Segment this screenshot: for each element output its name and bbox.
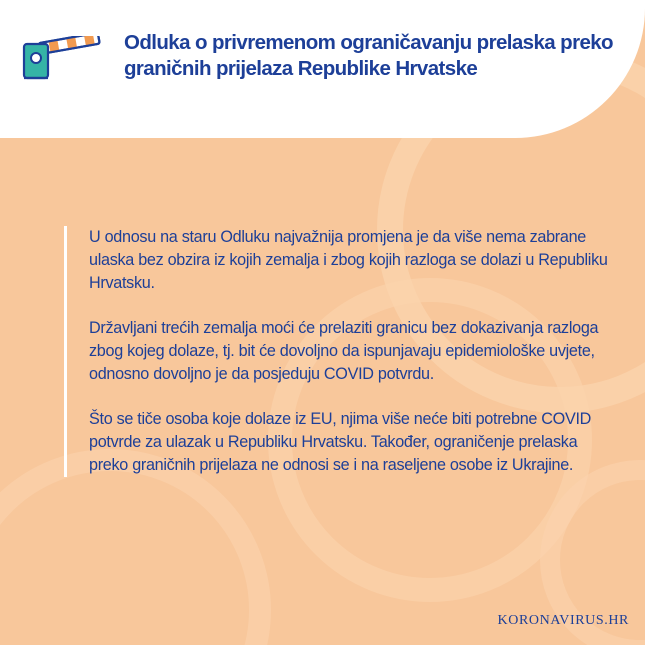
paragraph: Državljani trećih zemalja moći će prelaziti granicu bez dokazivanja razloga zbog kojeg dolaze, tj. bit će dovoljno da ispunjavaju epidemiološke uvjete, odnosno dovoljno je da posjeduju COVID potvrdu. <box>89 319 599 383</box>
page-title: Odluka o privremenom ograničavanju prelaska preko graničnih prijelaza Republike Hrvatske <box>124 31 613 80</box>
brand-link[interactable]: KORONAVIRUS.HR <box>497 613 629 628</box>
paragraph: Što se tiče osoba koje dolaze iz EU, njima više neće biti potrebne COVID potvrde za ulazak u Republiku Hrvatsku. Također, ograničenje prelaska preko graničnih prijelaza ne odnosi se i na raseljene osobe iz Ukrajine. <box>89 410 592 474</box>
border-barrier-icon <box>22 36 102 80</box>
content-block <box>64 226 609 477</box>
paragraph: U odnosu na staru Odluku najvažnija promjena je da više nema zabrane ulaska bez obzira iz kojih zemalja i zbog kojih razloga se dolazi u Republiku Hrvatsku. <box>89 228 608 292</box>
header-panel <box>0 0 645 138</box>
